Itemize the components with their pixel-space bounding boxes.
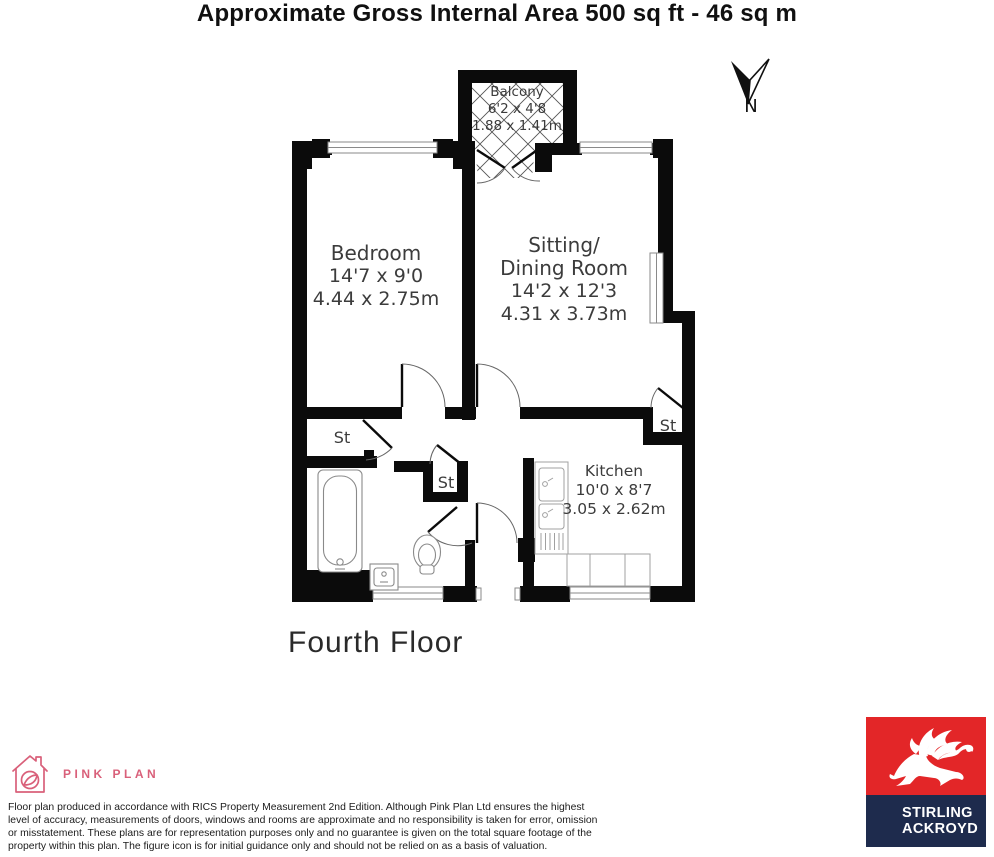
disclaimer-line-4: property within this plan. The figure icon is for initial guidance only and should not be relied on as a basis of valuation. (8, 841, 548, 852)
stirling-ackroyd-navy-panel (866, 795, 986, 847)
room-label-kitchen (553, 462, 675, 519)
griffin-icon (876, 720, 976, 792)
balcony-metric: 1.88 x 1.41m (472, 118, 562, 134)
sitting-name-line2: Dining Room (500, 256, 628, 280)
room-label-storage-2: St (437, 473, 455, 492)
bathroom-sink (370, 564, 398, 590)
stirling-ackroyd-line1: STIRLING (902, 804, 973, 821)
balcony-imperial: 6'2 x 4'8 (487, 101, 547, 117)
sitting-metric: 4.31 x 3.73m (500, 303, 628, 325)
floor-label: Fourth Floor (288, 626, 464, 659)
pink-plan-house-icon (10, 753, 50, 795)
sitting-name-line1: Sitting/ (528, 233, 600, 257)
pink-plan-logo (10, 753, 270, 795)
bedroom-name: Bedroom (330, 241, 422, 265)
pink-plan-wordmark: PINK PLAN (63, 767, 160, 781)
bedroom-imperial: 14'7 x 9'0 (328, 265, 424, 287)
disclaimer-line-1: Floor plan produced in accordance with RICS Property Measurement 2nd Edition. Although Pink Plan Ltd ensures the highest (8, 802, 585, 813)
balcony-name: Balcony (490, 84, 544, 100)
kitchen-imperial: 10'0 x 8'7 (575, 481, 653, 499)
stirling-ackroyd-red-panel (866, 717, 986, 795)
bathtub (318, 470, 362, 572)
room-label-bedroom (295, 242, 457, 311)
room-label-sitting-dining (483, 234, 645, 326)
stirling-ackroyd-logo (866, 717, 986, 847)
disclaimer-text (8, 801, 608, 853)
north-label: N (744, 96, 758, 117)
bedroom-metric: 4.44 x 2.75m (312, 288, 440, 310)
disclaimer-line-2: level of accuracy, measurements of doors, windows and rooms are approximate and no responsibility is taken for error, omission (8, 815, 598, 826)
kitchen-metric: 3.05 x 2.62m (562, 500, 666, 518)
room-label-storage-3: St (659, 416, 677, 435)
kitchen-name: Kitchen (584, 462, 644, 480)
disclaimer-line-3: or misstatement. These plans are for representation purposes only and no guarantee is given on the total square footage of the (8, 828, 592, 839)
stirling-ackroyd-line2: ACKROYD (902, 821, 979, 837)
toilet (414, 535, 441, 574)
page-title: Approximate Gross Internal Area 500 sq ft - 46 sq m (196, 0, 798, 27)
windows (328, 142, 663, 600)
room-label-balcony (457, 84, 577, 135)
room-label-storage-1: St (333, 428, 351, 447)
sitting-imperial: 14'2 x 12'3 (510, 280, 618, 302)
